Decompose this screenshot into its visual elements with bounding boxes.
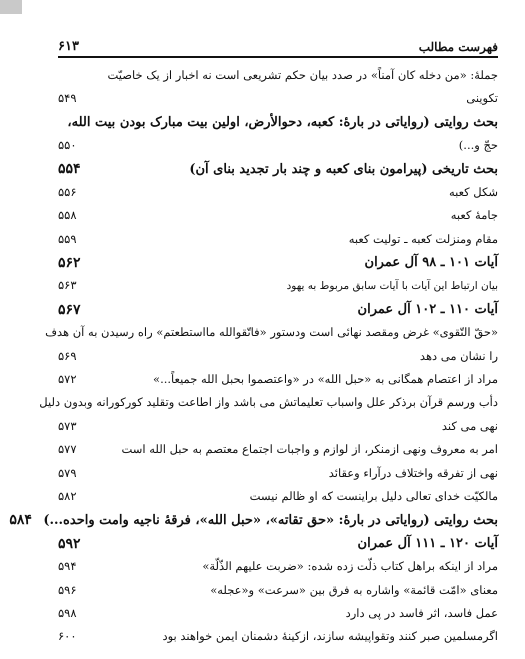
toc-entry-text: نهی می کند: [441, 418, 498, 433]
toc-entry-page: ۵۹۲: [58, 535, 81, 552]
toc-entry: [58, 345, 498, 368]
toc-entry: [58, 462, 498, 485]
toc-entry: [58, 111, 498, 134]
toc-entry: [58, 181, 498, 204]
toc-entry: [58, 368, 498, 391]
toc-entry-text: آیات ۱۲۰ ـ ۱۱۱ آل عمران: [357, 536, 498, 551]
toc-entry-page: ۵۷۲: [58, 372, 77, 387]
table-of-contents-page: [9, 38, 498, 649]
toc-entry-page: ۵۷۷: [58, 442, 77, 457]
toc-entry: [58, 158, 498, 181]
toc-entry-text: امر به معروف ونهی ازمنکر، از لوازم و واجبات اجتماع معتصم به حبل الله است: [121, 442, 498, 457]
page-header-number: ۶۱۳: [58, 39, 79, 54]
toc-entry-page: ۵۶۳: [58, 278, 77, 293]
toc-entry: [58, 415, 498, 438]
toc-entry-text: بحث تاریخی (پیرامون بنای کعبه و چند بار تجدید بنای آن): [189, 161, 498, 177]
toc-entry: [58, 134, 498, 157]
toc-entry-page: ۵۶۹: [58, 348, 77, 363]
page-header: [58, 38, 498, 58]
toc-entry-text: جملهٔ: «من دخله کان آمناً» در صدد بیان حکم تشریعی است نه اخبار از یک خاصیّت: [107, 67, 498, 82]
toc-entry: [58, 579, 498, 602]
toc-entries: [9, 64, 498, 649]
toc-entry: [58, 438, 498, 461]
toc-entry-text: بحث روایتی (روایاتی در بارهٔ: کعبه، دحوالأرض، اولین بیت مبارک بودن بیت الله،: [67, 114, 498, 130]
toc-entry-text: حجّ و...): [458, 138, 498, 153]
toc-entry-page: ۵۴۹: [58, 91, 77, 106]
toc-entry-text: مقام ومنزلت کعبه ـ تولیت کعبه: [348, 231, 498, 246]
toc-entry-page: ۵۵۸: [58, 208, 77, 223]
toc-entry-page: ۵۵۶: [58, 184, 77, 199]
toc-entry: [58, 298, 498, 321]
toc-entry: [58, 204, 498, 227]
toc-entry: [58, 555, 498, 578]
toc-entry-text: عمل فاسد، اثر فاسد در پی دارد: [345, 605, 498, 620]
toc-entry-page: ۵۵۴: [58, 161, 81, 178]
toc-entry-text: را نشان می دهد: [419, 348, 498, 363]
toc-entry: [58, 228, 498, 251]
toc-entry: [58, 625, 498, 648]
toc-entry: [58, 485, 498, 508]
toc-entry-text: شکل کعبه: [448, 184, 498, 199]
toc-entry-page: ۵۶۲: [58, 254, 81, 271]
toc-entry-text: دأب ورسم قرآن برذکر علل واسباب تعلیماتش می باشد واز اطاعت وتقلید کورکورانه وبدون دلیل: [39, 395, 498, 410]
toc-entry-text: بیان ارتباط این آیات با آیات سابق مربوط به یهود: [286, 279, 498, 292]
toc-entry: [58, 87, 498, 110]
toc-entry: [39, 391, 498, 414]
toc-entry-page: ۵۸۴: [9, 512, 32, 529]
toc-entry-page: ۵۷۳: [58, 418, 77, 433]
toc-entry: [58, 251, 498, 274]
toc-entry-page: ۵۶۷: [58, 301, 81, 318]
toc-entry: [9, 508, 498, 531]
toc-entry-text: آیات ۱۰۱ ـ ۹۸ آل عمران: [364, 255, 498, 271]
toc-entry-page: ۵۹۸: [58, 605, 77, 620]
toc-entry-page: ۵۹۶: [58, 582, 77, 597]
toc-entry-text: معنای «امّت قائمة» واشاره به فرق بین «سرعت» و«عجله»: [210, 582, 498, 597]
toc-entry-page: ۵۹۴: [58, 559, 77, 574]
page-header-title: فهرست مطالب: [418, 40, 498, 54]
toc-entry: [58, 64, 498, 87]
toc-entry-text: مراد از اینکه براهل کتاب ذلّت زده شده: «ضربت علیهم الذّلّة»: [202, 559, 498, 574]
toc-entry-page: ۵۸۲: [58, 488, 77, 503]
toc-entry-text: مراد از اعتصام همگانی به «حبل الله» در «واعتصموا بحبل الله جمیعاً...»: [153, 372, 498, 387]
toc-entry-page: ۶۰۰: [58, 629, 77, 644]
toc-entry-page: ۵۵۹: [58, 231, 77, 246]
toc-entry-text: بحث روایتی (روایاتی در بارهٔ: «حق تقاته»، «حبل الله»، فرقهٔ ناجیه وامت واحده...): [43, 512, 498, 528]
corner-marker: [0, 0, 22, 14]
toc-entry-text: آیات ۱۱۰ ـ ۱۰۲ آل عمران: [357, 302, 498, 318]
toc-entry-text: مالکیّت خدای تعالی دلیل براینست که او ظالم نیست: [249, 488, 498, 503]
toc-entry-text: «حقّ التّقوی» غرض ومقصد نهائی است ودستور «فاتّقوالله مااستطعتم» راه رسیدن به آن هدف: [45, 325, 498, 340]
toc-entry-text: جامهٔ کعبه: [450, 208, 498, 223]
toc-entry: [58, 275, 498, 298]
toc-entry: [58, 532, 498, 555]
toc-entry-text: نهی از تفرقه واختلاف درآراء وعقائد: [328, 465, 498, 480]
toc-entry-page: ۵۷۹: [58, 465, 77, 480]
toc-entry-page: ۵۵۰: [58, 138, 77, 153]
toc-entry-text: اگرمسلمین صبر کنند وتقواپیشه سازند، ازکینهٔ دشمنان ایمن خواهند بود: [162, 629, 498, 644]
toc-entry-text: تکوینی: [466, 91, 498, 106]
toc-entry: [58, 602, 498, 625]
toc-entry: [45, 321, 498, 344]
